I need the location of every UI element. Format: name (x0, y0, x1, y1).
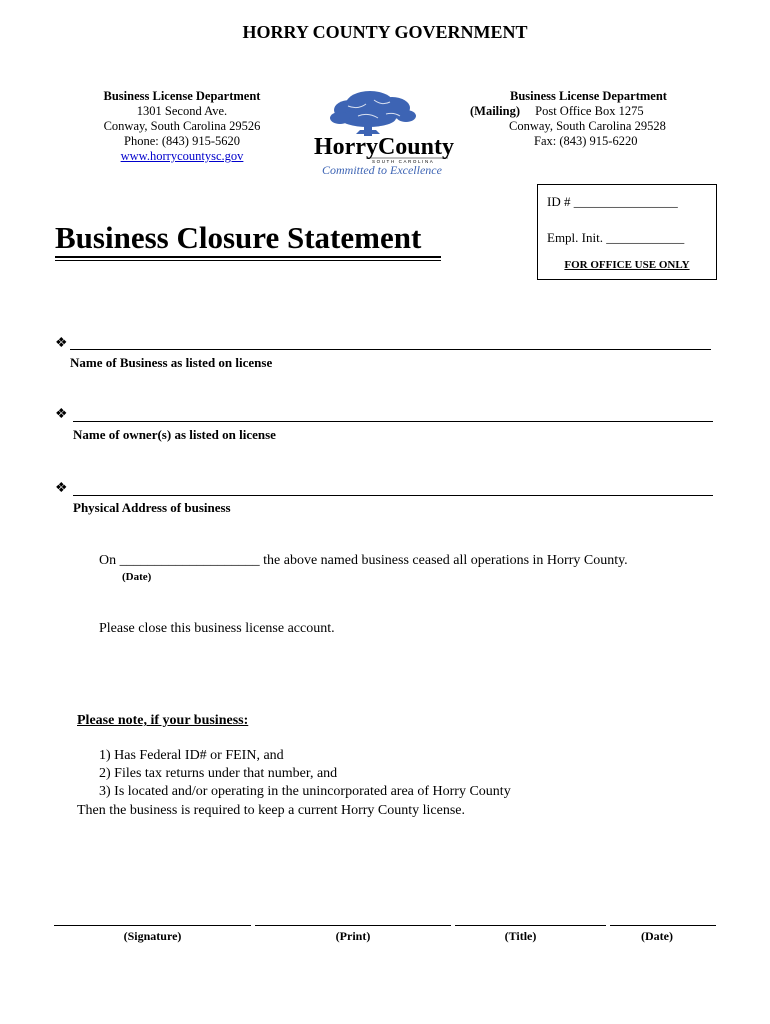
diamond-bullet-icon: ❖ (55, 481, 68, 496)
closure-statement (99, 553, 628, 569)
diamond-bullet-icon: ❖ (55, 336, 68, 351)
physical-address-line[interactable] (73, 495, 713, 496)
print-label: (Print) (335, 929, 371, 943)
owner-name-label: Name of owner(s) as listed on license (73, 427, 276, 442)
left-city: Conway, South Carolina 29526 (103, 119, 261, 133)
closure-date-field[interactable]: ____________________ (119, 553, 260, 568)
print-line[interactable] (255, 925, 451, 926)
government-title: HORRY COUNTY GOVERNMENT (242, 22, 528, 42)
note-item-2: 2) Files tax returns under that number, and (99, 766, 338, 781)
left-address-block (90, 89, 274, 164)
title-underline-thin (55, 260, 441, 261)
right-address-block (470, 89, 680, 149)
tree-logo-icon (308, 86, 458, 178)
note-conclusion: Then the business is required to keep a current Horry County license. (77, 803, 466, 818)
date-label: (Date) (122, 571, 152, 583)
right-po-box: Post Office Box 1275 (535, 104, 644, 118)
office-use-label: FOR OFFICE USE ONLY (564, 259, 690, 271)
website-link[interactable]: www.horrycountysc.gov (120, 149, 244, 163)
logo-name: HorryCounty (314, 134, 454, 160)
logo-sub: SOUTH CAROLINA (372, 159, 435, 164)
right-department: Business License Department (510, 89, 667, 103)
title-label: (Title) (504, 929, 537, 943)
closure-suffix: the above named business ceased all operations in Horry County. (263, 553, 628, 568)
note-item-3: 3) Is located and/or operating in the unincorporated area of Horry County (99, 784, 511, 799)
closure-prefix: On (99, 553, 117, 568)
left-department: Business License Department (103, 89, 261, 103)
close-request: Please close this business license account. (99, 621, 335, 636)
id-field[interactable]: ID # ________________ (547, 194, 678, 209)
owner-name-line[interactable] (73, 421, 713, 422)
note-heading: Please note, if your business: (77, 713, 249, 728)
left-phone: Phone: (843) 915-5620 (124, 134, 240, 148)
sign-date-line[interactable] (610, 925, 716, 926)
business-name-label: Name of Business as listed on license (70, 355, 273, 370)
left-street: 1301 Second Ave. (136, 104, 228, 118)
diamond-bullet-icon: ❖ (55, 407, 68, 422)
title-underline (55, 256, 441, 258)
horry-county-logo (308, 86, 458, 178)
mailing-label: (Mailing) (470, 104, 520, 118)
office-use-box (537, 184, 717, 280)
title-line[interactable] (455, 925, 606, 926)
right-fax: Fax: (843) 915-6220 (534, 134, 638, 148)
signature-label: (Signature) (123, 929, 182, 943)
employee-initials-field[interactable]: Empl. Init. ____________ (547, 230, 685, 245)
physical-address-label: Physical Address of business (73, 500, 231, 515)
logo-tagline: Committed to Excellence (322, 163, 442, 177)
right-city: Conway, South Carolina 29528 (509, 119, 666, 133)
signature-line[interactable] (54, 925, 251, 926)
business-name-line[interactable] (70, 349, 711, 350)
note-item-1: 1) Has Federal ID# or FEIN, and (99, 748, 284, 763)
document-title: Business Closure Statement (55, 220, 422, 255)
sign-date-label: (Date) (641, 929, 673, 943)
